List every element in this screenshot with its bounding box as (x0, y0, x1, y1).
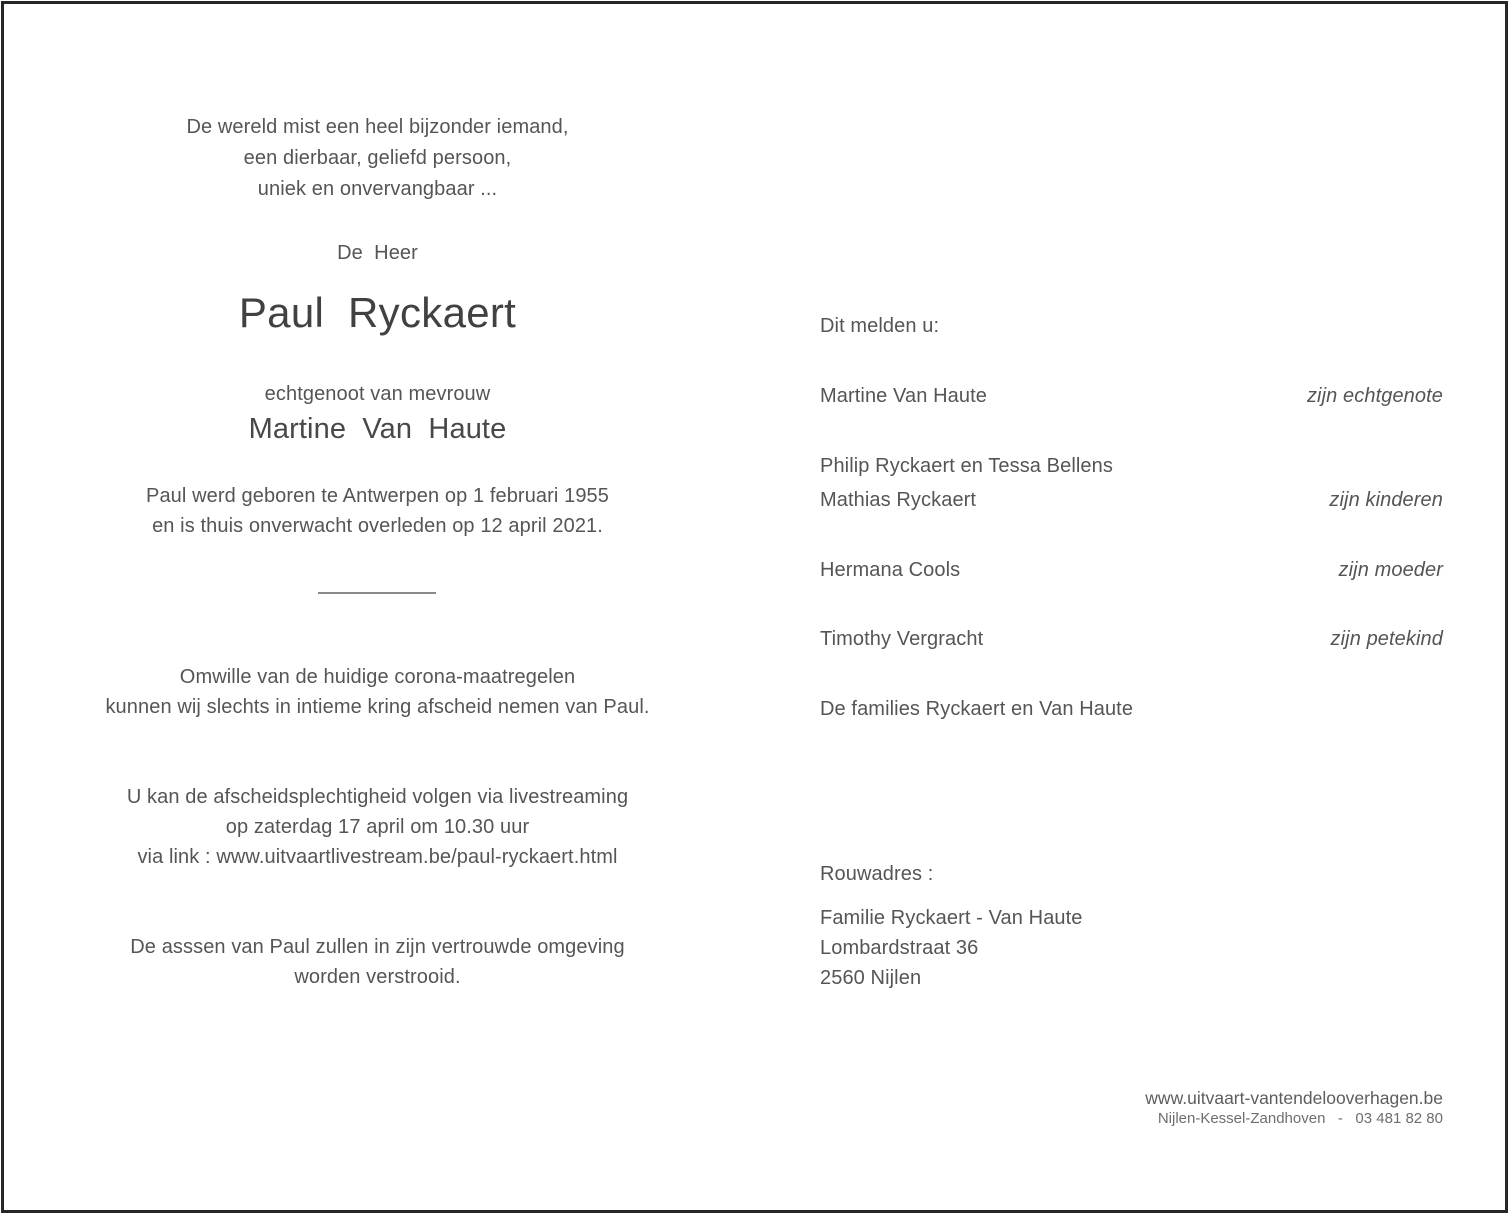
condolence-address (820, 903, 1443, 993)
condolence-heading: Rouwadres : (820, 863, 934, 885)
livestream-line: U kan de afscheidsplechtigheid volgen via livestreaming (126, 786, 629, 808)
ashes-notice (75, 932, 680, 992)
corona-notice (75, 662, 680, 722)
mourner-row (820, 451, 1443, 481)
birth-line: Paul werd geboren te Antwerpen op 1 februari 1955 (146, 485, 609, 507)
ashes-notice-line: worden verstrooid. (294, 966, 461, 988)
address-street-line: Lombardstraat 36 (820, 937, 979, 959)
announcement-heading: Dit melden u: (820, 315, 940, 337)
livestream-info (75, 782, 680, 872)
honorific: De Heer (337, 242, 418, 264)
mourner-relation: zijn moeder (1338, 559, 1443, 581)
mourner-name: De families Ryckaert en Van Haute (820, 698, 1134, 720)
death-line: en is thuis onverwacht overleden op 12 april 2021. (152, 515, 603, 537)
corona-notice-line: kunnen wij slechts in intieme kring afscheid nemen van Paul. (105, 696, 650, 718)
life-dates (75, 481, 680, 541)
intro-verse (75, 112, 680, 205)
intro-verse-line: een dierbaar, geliefd persoon, (243, 147, 512, 169)
mourner-name: Hermana Cools (820, 559, 961, 581)
intro-verse-line: De wereld mist een heel bijzonder iemand, (186, 116, 569, 138)
mourner-name: Martine Van Haute (820, 385, 987, 407)
mourner-name: Philip Ryckaert en Tessa Bellens (820, 455, 1113, 477)
mourner-relation: zijn petekind (1330, 628, 1443, 650)
mourner-relation: zijn echtgenote (1306, 385, 1443, 407)
corona-notice-line: Omwille van de huidige corona-maatregelen (179, 666, 576, 688)
mourner-row (820, 485, 1443, 515)
address-city-line: 2560 Nijlen (820, 967, 922, 989)
mourner-row (820, 624, 1443, 654)
intro-verse-line: uniek en onvervangbaar ... (257, 178, 498, 200)
funeral-home-website: www.uitvaart-vantendelooverhagen.be (1145, 1088, 1443, 1108)
livestream-link-line: via link : www.uitvaartlivestream.be/paul-ryckaert.html (137, 846, 618, 868)
mourner-row (820, 555, 1443, 585)
ashes-notice-line: De asssen van Paul zullen in zijn vertrouwde omgeving (130, 936, 625, 958)
funeral-home-locations-phone: Nijlen-Kessel-Zandhoven - 03 481 82 80 (1157, 1110, 1443, 1127)
mourner-name: Mathias Ryckaert (820, 489, 977, 511)
address-family-line: Familie Ryckaert - Van Haute (820, 907, 1083, 929)
mourner-row (820, 381, 1443, 411)
spouse-name: Martine Van Haute (248, 413, 507, 445)
spouse-intro: echtgenoot van mevrouw (264, 383, 491, 405)
mourner-name: Timothy Vergracht (820, 628, 984, 650)
funeral-home-footer (1145, 1087, 1443, 1129)
mourner-row (820, 694, 1443, 724)
section-divider-line (318, 592, 436, 594)
mourner-relation: zijn kinderen (1329, 489, 1443, 511)
deceased-name: Paul Ryckaert (238, 289, 517, 336)
livestream-line: op zaterdag 17 april om 10.30 uur (225, 816, 530, 838)
